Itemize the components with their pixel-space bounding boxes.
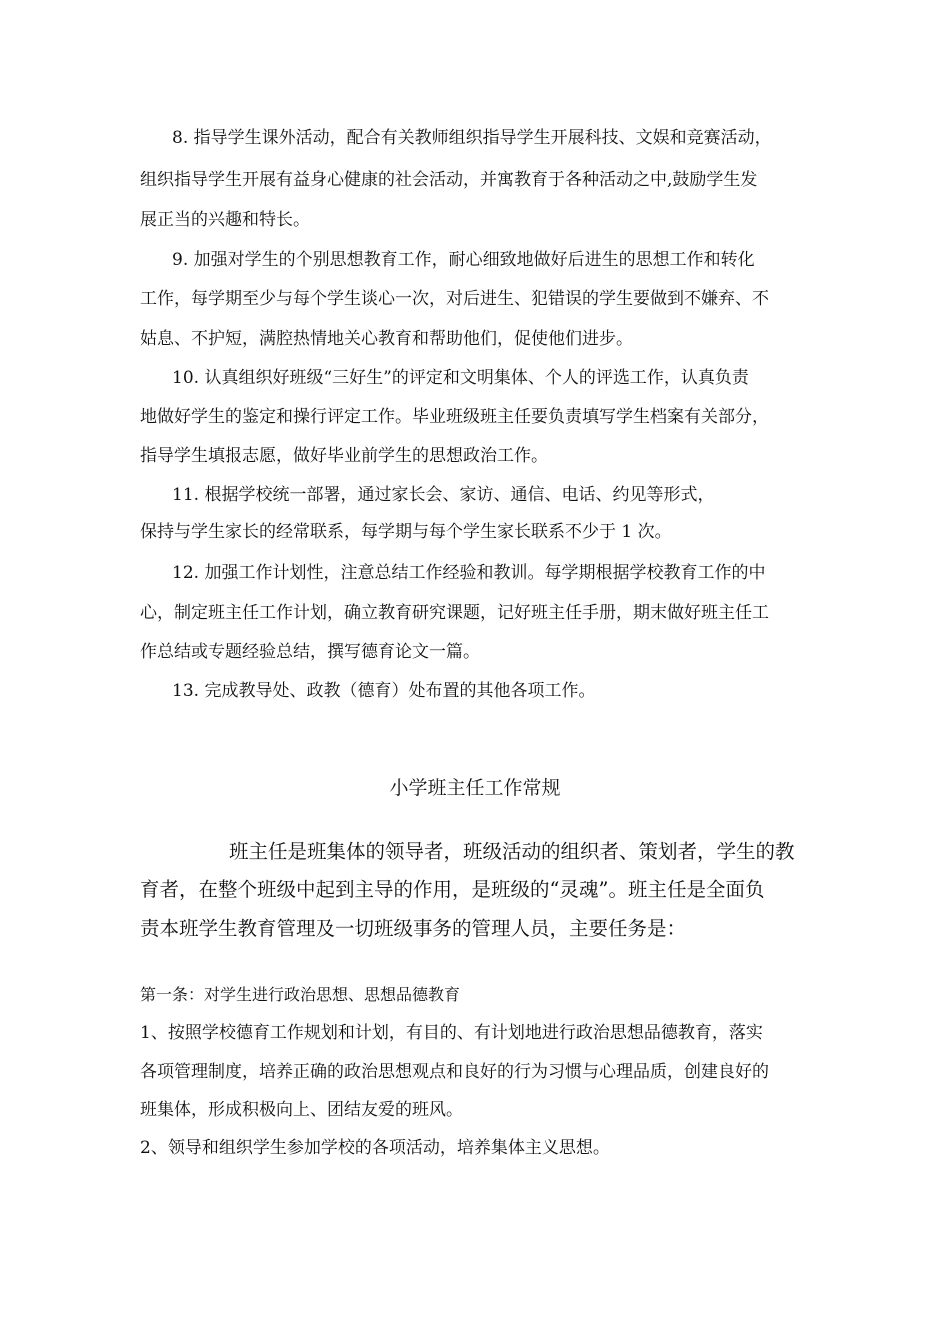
- article-1-line-1: 1、按照学校德育工作规划和计划，有目的、有计划地进行政治思想品德教育，落实: [140, 1023, 763, 1043]
- item-9-line-2: 工作，每学期至少与每个学生谈心一次，对后进生、犯错误的学生要做到不嫌弃、不: [140, 289, 769, 309]
- item-10-line-3: 指导学生填报志愿，做好毕业前学生的思想政治工作。: [140, 446, 548, 466]
- intro-line-3: 责本班学生教育管理及一切班级事务的管理人员，主要任务是：: [140, 917, 687, 940]
- item-8-line-3: 展正当的兴趣和特长。: [140, 210, 310, 230]
- item-12-line-2: 心，制定班主任工作计划，确立教育研究课题，记好班主任手册，期末做好班主任工: [140, 603, 769, 623]
- item-12-line-1: 12. 加强工作计划性，注意总结工作经验和教训。每学期根据学校教育工作的中: [172, 563, 766, 583]
- article-1-line-3: 班集体，形成积极向上、团结友爱的班风。: [140, 1100, 463, 1120]
- item-8-line-2: 组织指导学生开展有益身心健康的社会活动，并寓教育于各种活动之中,鼓励学生发: [140, 170, 758, 190]
- page-title: 小学班主任工作常规: [389, 777, 561, 799]
- item-9-line-1: 9. 加强对学生的个别思想教育工作，耐心细致地做好后进生的思想工作和转化: [172, 250, 755, 270]
- intro-line-1: 班主任是班集体的领导者，班级活动的组织者、策划者，学生的教: [229, 840, 795, 863]
- article-1-line-4: 2、领导和组织学生参加学校的各项活动，培养集体主义思想。: [140, 1138, 610, 1158]
- intro-line-2: 育者，在整个班级中起到主导的作用，是班级的“灵魂”。班主任是全面负: [140, 878, 765, 901]
- article-1-line-2: 各项管理制度，培养正确的政治思想观点和良好的行为习惯与心理品质，创建良好的: [140, 1062, 769, 1082]
- article-1-heading: 第一条：对学生进行政治思想、思想品德教育: [140, 985, 461, 1004]
- item-12-line-3: 作总结或专题经验总结，撰写德育论文一篇。: [140, 642, 480, 662]
- item-11-line-1: 11. 根据学校统一部署，通过家长会、家访、通信、电话、约见等形式，: [172, 485, 715, 505]
- item-13-line-1: 13. 完成教导处、政教（德育）处布置的其他各项工作。: [172, 681, 596, 701]
- item-10-line-2: 地做好学生的鉴定和操行评定工作。毕业班级班主任要负责填写学生档案有关部分，: [140, 407, 769, 427]
- item-11-line-2: 保持与学生家长的经常联系，每学期与每个学生家长联系不少于 1 次。: [140, 522, 672, 542]
- item-8-line-1: 8. 指导学生课外活动，配合有关教师组织指导学生开展科技、文娱和竞赛活动，: [172, 128, 772, 148]
- item-10-line-1: 10. 认真组织好班级“三好生”的评定和文明集体、个人的评选工作，认真负责: [172, 368, 749, 388]
- item-9-line-3: 姑息、不护短，满腔热情地关心教育和帮助他们，促使他们进步。: [140, 329, 633, 349]
